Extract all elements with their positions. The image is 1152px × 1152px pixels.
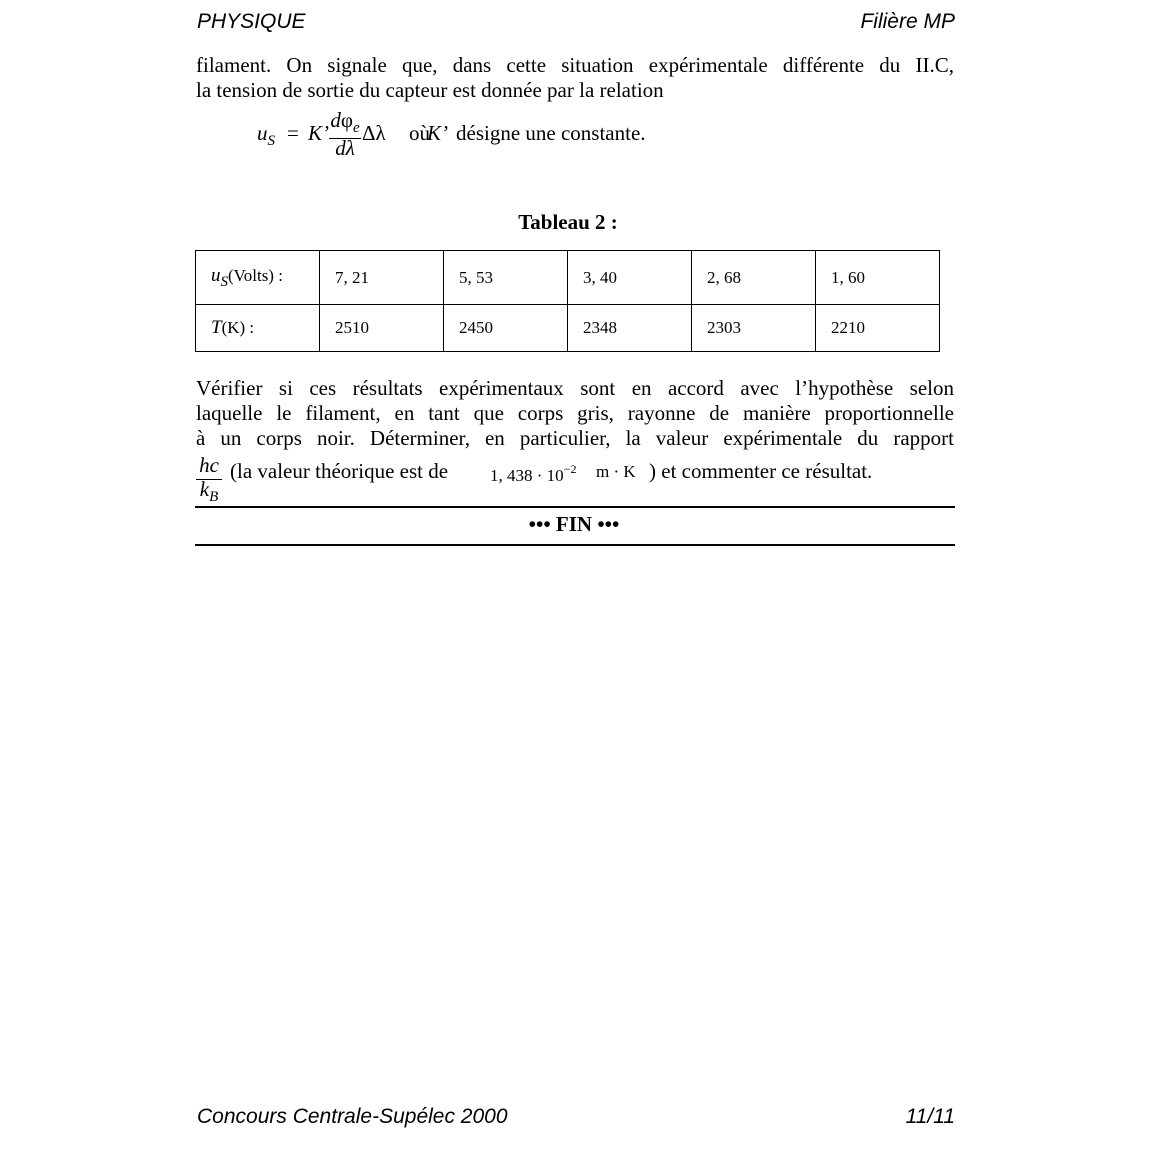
fin-marker: ••• FIN ••• bbox=[528, 512, 620, 536]
fin-rule-bottom bbox=[195, 544, 955, 546]
footer-exam-name: Concours Centrale-Supélec 2000 bbox=[197, 1105, 508, 1128]
intro-line-2: la tension de sortie du capteur est donnée par la relation bbox=[196, 78, 664, 102]
header-track: Filière MP bbox=[860, 10, 955, 33]
table-cell: 1, 60 bbox=[816, 251, 940, 305]
para2-line-3: à un corps noir. Déterminer, en particulier, la valeur expérimentale du rapport bbox=[196, 426, 954, 450]
ratio-numerator: hc bbox=[199, 453, 219, 477]
ratio-denominator: $k_B$ bbox=[199, 477, 219, 505]
table-cell: 2348 bbox=[568, 305, 692, 352]
ratio-value: 1, $438 \cdot 10^{-2}$ bbox=[490, 462, 577, 485]
table-cell: 2210 bbox=[816, 305, 940, 352]
header-subject: PHYSIQUE bbox=[197, 10, 306, 33]
table-row-temperature bbox=[196, 305, 940, 352]
ratio-text-2: ) et commenter ce résultat. bbox=[649, 459, 873, 483]
data-table bbox=[195, 250, 940, 352]
ratio-fraction bbox=[196, 453, 222, 506]
table-cell: 2303 bbox=[692, 305, 816, 352]
table-cell: 7, 21 bbox=[320, 251, 444, 305]
intro-paragraph bbox=[196, 53, 954, 103]
table-row-voltage bbox=[196, 251, 940, 305]
formula-denominator: dλ bbox=[335, 136, 355, 160]
verification-paragraph bbox=[196, 376, 954, 451]
ratio-text-1: (la valeur théorique est de bbox=[230, 459, 449, 483]
table-cell: 2510 bbox=[320, 305, 444, 352]
formula-ou: où bbox=[409, 121, 430, 145]
formula-numerator: $d\varphi_e$ bbox=[330, 108, 360, 136]
formula-tail: désigne une constante. bbox=[456, 121, 646, 145]
formula-equals: = bbox=[287, 121, 299, 145]
formula-delta: Δλ bbox=[362, 121, 386, 145]
table-cell: 5, 53 bbox=[444, 251, 568, 305]
formula-lhs: $u_S$ bbox=[257, 121, 275, 149]
formula-derivative-fraction bbox=[329, 108, 361, 161]
table-cell: 2450 bbox=[444, 305, 568, 352]
formula-constant-2: K’ bbox=[427, 121, 448, 145]
para2-line-1: Vérifier si ces résultats expérimentaux sont en accord avec l’hypothèse selon bbox=[196, 376, 954, 400]
table-cell: 3, 40 bbox=[568, 251, 692, 305]
footer-page-number: 11/11 bbox=[905, 1105, 955, 1128]
ratio-unit: m · K bbox=[596, 462, 636, 481]
row-label-voltage: $u_S(Volts)$ : bbox=[196, 251, 320, 305]
table-cell: 2, 68 bbox=[692, 251, 816, 305]
intro-line-1: filament. On signale que, dans cette situation expérimentale différente du II.C, bbox=[196, 53, 954, 77]
formula-constant: K’ bbox=[308, 121, 329, 145]
fin-rule-top bbox=[195, 506, 955, 508]
table-title: Tableau 2 : bbox=[518, 210, 618, 234]
row-label-temperature: T(K) : bbox=[196, 305, 320, 352]
para2-line-2: laquelle le filament, en tant que corps gris, rayonne de manière proportionnelle bbox=[196, 401, 954, 425]
